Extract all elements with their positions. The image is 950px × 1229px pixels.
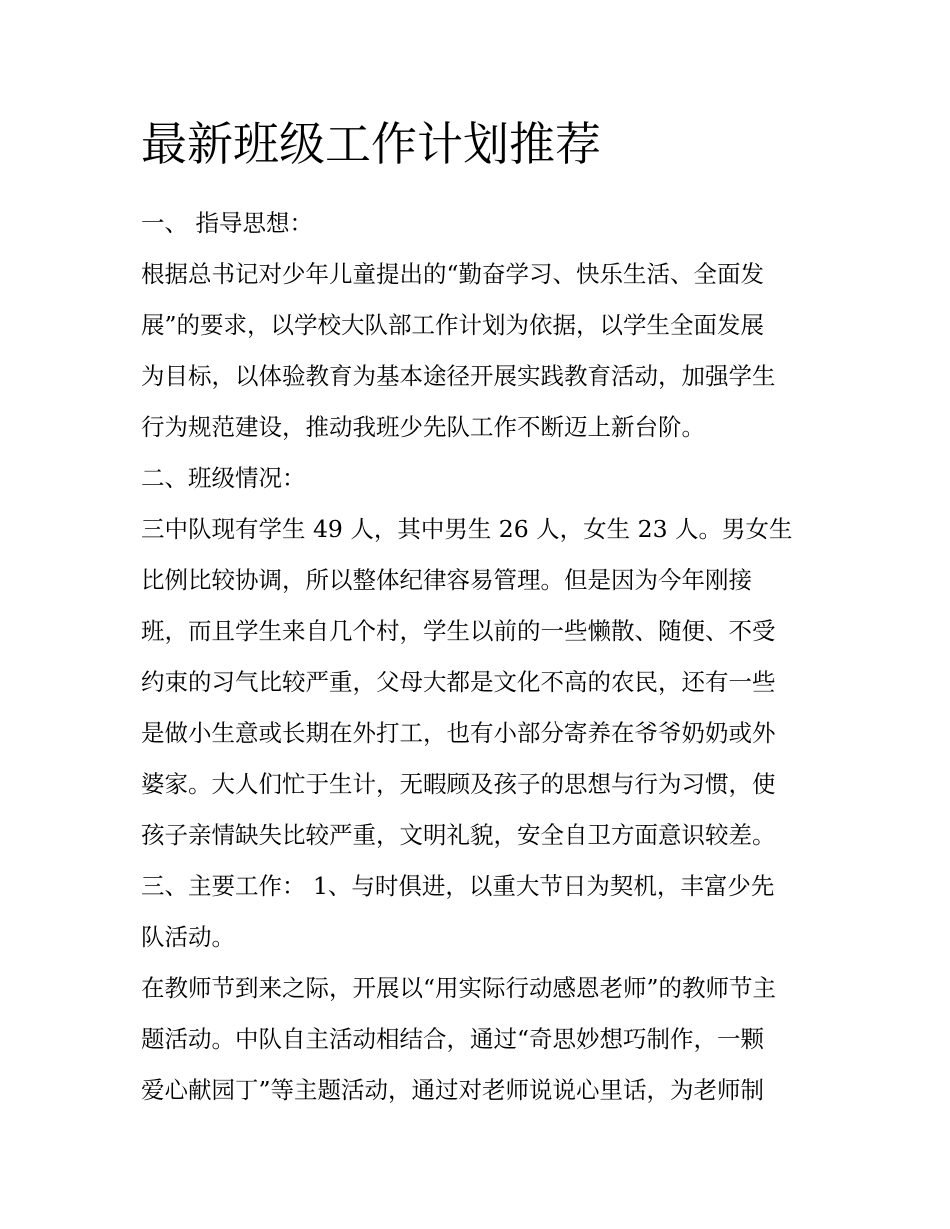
text-line: 一、 指导思想： <box>141 209 313 237</box>
text-line: 题活动。中队自主活动相结合，通过“奇思妙想巧制作，一颗 <box>141 1025 765 1053</box>
document-body <box>141 112 821 1116</box>
text-line: 孩子亲情缺失比较严重，文明礼貌，安全自卫方面意识较差。 <box>141 821 776 849</box>
text-line: 三中队现有学生 49 人，其中男生 26 人，女生 23 人。男女生 <box>141 515 793 543</box>
text-line: 班，而且学生来自几个村，学生以前的一些懒散、随便、不受 <box>141 617 776 645</box>
text-line: 约束的习气比较严重，父母大都是文化不高的农民，还有一些 <box>141 668 776 696</box>
text-line: 为目标，以体验教育为基本途径开展实践教育活动，加强学生 <box>141 362 776 390</box>
text-line: 爱心献园丁”等主题活动，通过对老师说说心里话，为老师制 <box>141 1076 765 1104</box>
text-line: 行为规范建设，推动我班少先队工作不断迈上新台阶。 <box>141 413 705 441</box>
text-line: 二、班级情况： <box>141 464 306 492</box>
text-line: 三、主要工作： 1、与时俱进，以重大节日为契机，丰富少先 <box>141 872 775 900</box>
text-line: 根据总书记对少年儿童提出的“勤奋学习、快乐生活、全面发 <box>141 260 765 288</box>
text-line: 展”的要求，以学校大队部工作计划为依据，以学生全面发展 <box>141 311 765 339</box>
text-line: 在教师节到来之际，开展以“用实际行动感恩老师”的教师节主 <box>141 974 777 1002</box>
text-line: 队活动。 <box>141 923 235 951</box>
text-line: 是做小生意或长期在外打工，也有小部分寄养在爷爷奶奶或外 <box>141 719 776 747</box>
text-line: 比例比较协调，所以整体纪律容易管理。但是因为今年刚接 <box>141 566 752 594</box>
document-title: 最新班级工作计划推荐 <box>141 117 601 171</box>
text-line: 婆家。大人们忙于生计，无暇顾及孩子的思想与行为习惯，使 <box>141 770 776 798</box>
